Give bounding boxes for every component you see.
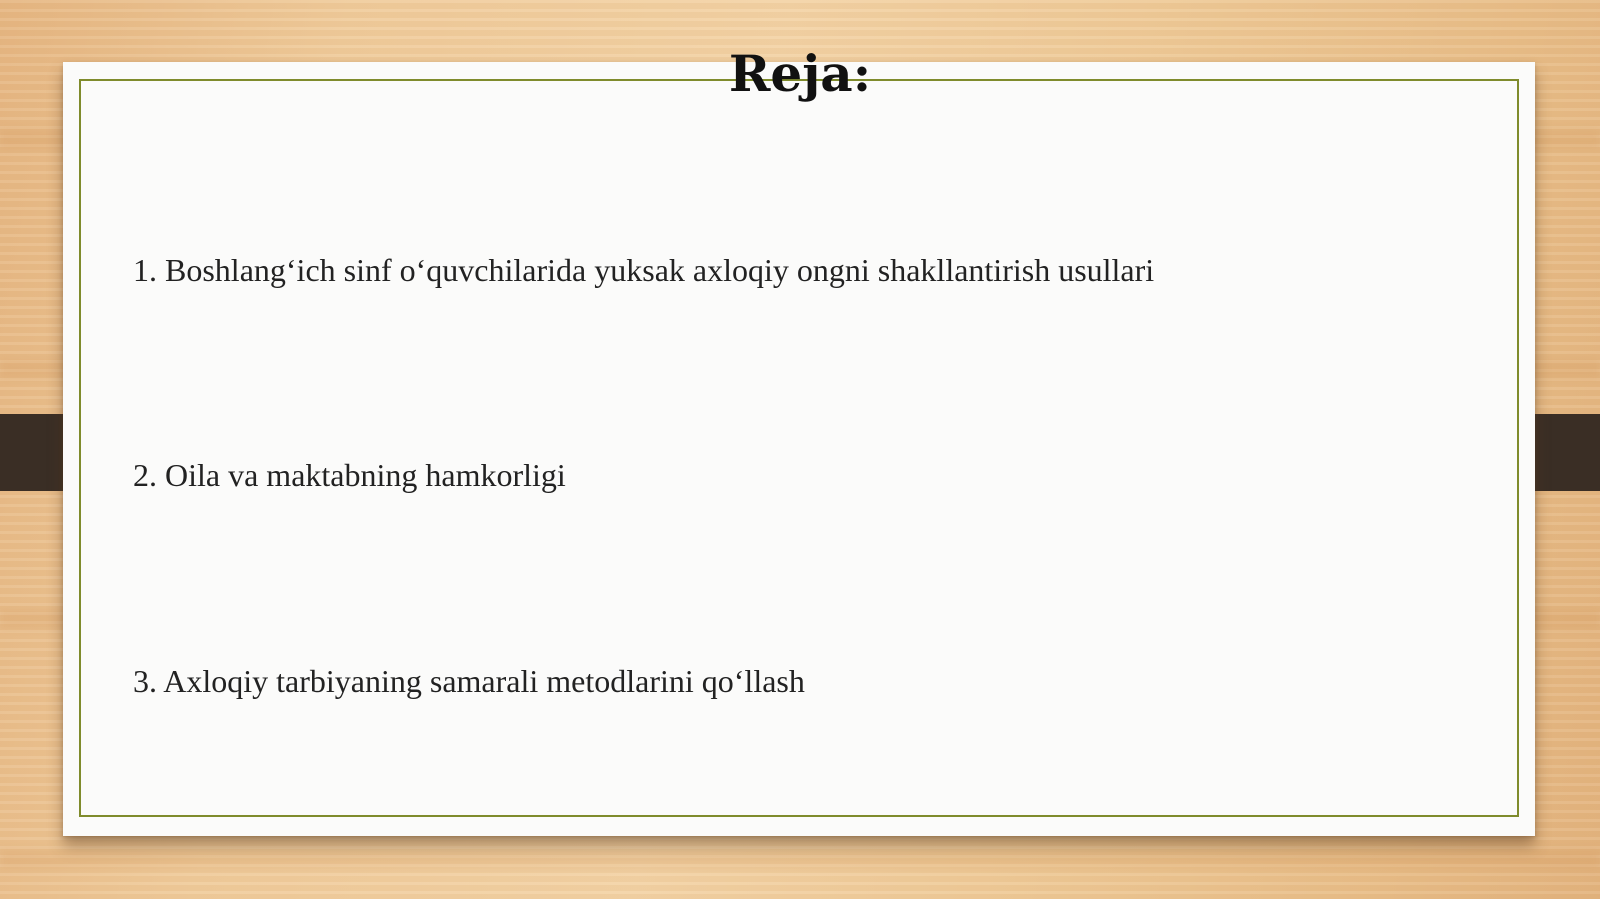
wood-grain bbox=[0, 850, 1600, 868]
plan-item-2: 2. Oila va maktabning hamkorligi bbox=[133, 457, 566, 493]
plan-item-3: 3. Axloqiy tarbiyaning samarali metodlarini qo‘llash bbox=[133, 663, 805, 699]
plan-item-1: 1. Boshlang‘ich sinf o‘quvchilarida yuksak axloqiy ongni shakllantirish usullari bbox=[133, 252, 1155, 288]
slide-title: Reja: bbox=[728, 44, 872, 103]
slide-frame bbox=[79, 79, 1519, 817]
